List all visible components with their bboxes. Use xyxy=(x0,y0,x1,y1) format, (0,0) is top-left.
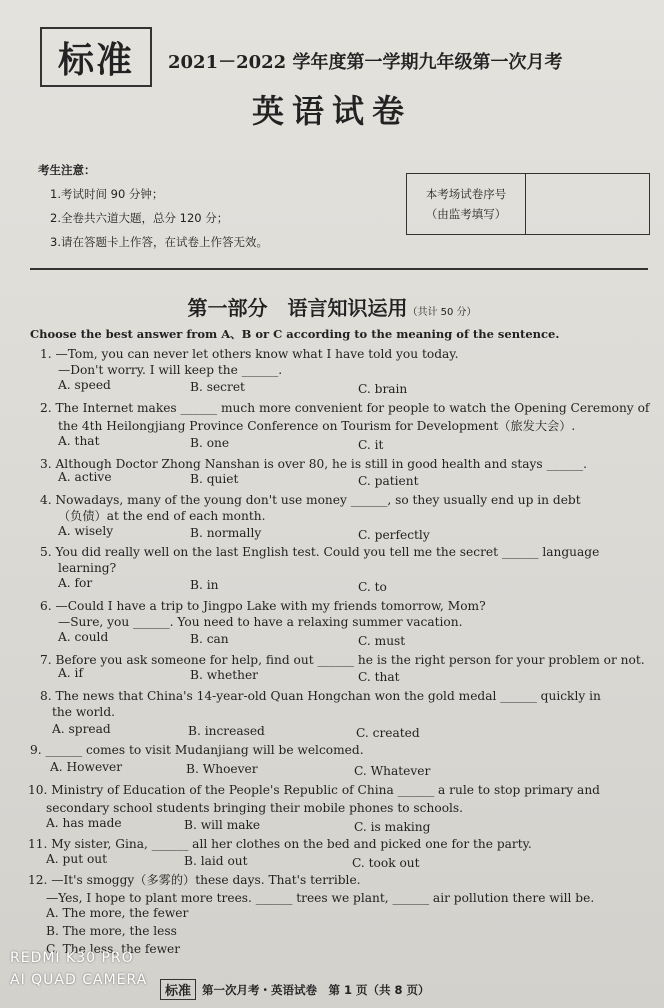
question-10-option-a[interactable]: A. has made xyxy=(46,816,122,830)
question-2-option-c[interactable]: C. it xyxy=(358,438,384,452)
question-8-option-c[interactable]: C. created xyxy=(356,726,420,740)
question-9-option-a[interactable]: A. However xyxy=(50,760,123,774)
question-10-line-2: secondary school students bringing their mobile phones to schools. xyxy=(46,801,464,815)
seat-label-line2: （由监考填写） xyxy=(425,207,507,221)
question-4-option-c[interactable]: C. perfectly xyxy=(358,528,430,542)
question-5-option-c[interactable]: C. to xyxy=(358,580,387,594)
section-points: （共计 50 分） xyxy=(407,307,477,318)
header-divider xyxy=(30,268,648,270)
paper-title: 英语试卷 xyxy=(251,92,412,130)
question-10-line-1: 10. Ministry of Education of the People's Republic of China ______ a rule to stop primary and xyxy=(28,783,600,797)
notice-item: 2.全卷共六道大题，总分 120 分； xyxy=(50,211,229,225)
question-4-line-1: 4. Nowadays, many of the young don't use money ______, so they usually end up in debt xyxy=(40,493,581,507)
question-1-option-a[interactable]: A. speed xyxy=(58,378,111,392)
question-3-line-1: 3. Although Doctor Zhong Nanshan is over 80, he is still in good health and stays ______. xyxy=(40,457,587,471)
question-6-line-2: —Sure, you ______. You need to have a relaxing summer vacation. xyxy=(58,615,463,629)
camera-watermark-line-2: AI QUAD CAMERA xyxy=(10,972,148,988)
question-7-option-c[interactable]: C. that xyxy=(358,670,400,684)
question-3-option-a[interactable]: A. active xyxy=(58,470,112,484)
seat-number-field[interactable] xyxy=(526,174,649,234)
question-2-option-b[interactable]: B. one xyxy=(190,436,230,450)
question-12-line-1: 12. —It's smoggy（多雾的）these days. That's terrible. xyxy=(28,873,361,887)
question-5-option-b[interactable]: B. in xyxy=(190,578,219,592)
brand-logo: 标准 xyxy=(40,27,152,87)
question-10-option-c[interactable]: C. is making xyxy=(354,820,431,834)
camera-watermark-line-1: REDMI K30 PRO xyxy=(10,950,134,966)
question-2-option-a[interactable]: A. that xyxy=(58,434,100,448)
question-7-option-a[interactable]: A. if xyxy=(58,666,83,680)
question-9-line-1: 9. ______ comes to visit Mudanjiang will be welcomed. xyxy=(30,743,364,757)
question-3-option-c[interactable]: C. patient xyxy=(358,474,419,488)
question-1-line-2: —Don't worry. I will keep the ______. xyxy=(58,363,283,377)
question-11-line-1: 11. My sister, Gina, ______ all her clothes on the bed and picked one for the party. xyxy=(28,837,532,851)
seat-label-line1: 本考场试卷序号 xyxy=(425,187,507,201)
notice-heading: 考生注意： xyxy=(38,163,96,177)
page-footer xyxy=(160,979,430,1000)
question-8-line-1: 8. The news that China's 14-year-old Quan Hongchan won the gold medal ______ quickly in xyxy=(40,689,601,703)
question-7-option-b[interactable]: B. whether xyxy=(190,668,258,682)
footer-brand: 标准 xyxy=(160,979,196,1000)
question-9-option-b[interactable]: B. Whoever xyxy=(186,762,258,776)
question-12-option-c[interactable]: C. The less, the fewer xyxy=(46,942,181,956)
footer-text: 第一次月考・英语试卷 第 1 页（共 8 页） xyxy=(202,982,430,997)
question-11-option-b[interactable]: B. laid out xyxy=(184,854,248,868)
question-12-option-b[interactable]: B. The more, the less xyxy=(46,924,177,938)
exam-title: 2021－2022 学年度第一学期九年级第一次月考 xyxy=(168,52,563,73)
question-7-line-1: 7. Before you ask someone for help, find out ______ he is the right person for your problem or not. xyxy=(40,653,645,667)
question-6-option-a[interactable]: A. could xyxy=(58,630,109,644)
question-2-line-1: 2. The Internet makes ______ much more convenient for people to watch the Opening Ceremony of xyxy=(40,401,650,415)
question-3-option-b[interactable]: B. quiet xyxy=(190,472,239,486)
section-title-text: 第一部分 语言知识运用 xyxy=(187,296,408,320)
question-6-option-b[interactable]: B. can xyxy=(190,632,229,646)
section-title xyxy=(0,292,664,321)
question-6-option-c[interactable]: C. must xyxy=(358,634,406,648)
question-5-line-1: 5. You did really well on the last English test. Could you tell me the secret ______ language xyxy=(40,545,600,559)
question-4-option-a[interactable]: A. wisely xyxy=(58,524,114,538)
question-4-line-2: （负债）at the end of each month. xyxy=(58,509,266,523)
question-8-option-a[interactable]: A. spread xyxy=(52,722,111,736)
question-1-option-b[interactable]: B. secret xyxy=(190,380,245,394)
question-10-option-b[interactable]: B. will make xyxy=(184,818,261,832)
question-2-line-2: the 4th Heilongjiang Province Conference on Tourism for Development（旅发大会）. xyxy=(58,419,576,433)
question-4-option-b[interactable]: B. normally xyxy=(190,526,262,540)
seat-number-box xyxy=(406,173,650,235)
seat-number-label xyxy=(407,174,526,234)
question-5-line-2: learning? xyxy=(58,561,117,575)
question-1-line-1: 1. —Tom, you can never let others know what I have told you today. xyxy=(40,347,459,361)
question-5-option-a[interactable]: A. for xyxy=(58,576,93,590)
question-11-option-a[interactable]: A. put out xyxy=(46,852,108,866)
notice-item: 1.考试时间 90 分钟； xyxy=(50,187,164,201)
section-instruction: Choose the best answer from A、B or C according to the meaning of the sentence. xyxy=(30,327,560,341)
question-12-option-a[interactable]: A. The more, the fewer xyxy=(46,906,189,920)
question-12-line-2: —Yes, I hope to plant more trees. ______ trees we plant, ______ air pollution there will be. xyxy=(46,891,595,905)
question-8-option-b[interactable]: B. increased xyxy=(188,724,265,738)
question-11-option-c[interactable]: C. took out xyxy=(352,856,420,870)
question-8-line-2: the world. xyxy=(52,705,116,719)
question-6-line-1: 6. —Could I have a trip to Jingpo Lake with my friends tomorrow, Mom? xyxy=(40,599,486,613)
candidate-notice xyxy=(38,158,268,254)
question-1-option-c[interactable]: C. brain xyxy=(358,382,408,396)
notice-item: 3.请在答题卡上作答，在试卷上作答无效。 xyxy=(50,235,268,249)
question-9-option-c[interactable]: C. Whatever xyxy=(354,764,431,778)
